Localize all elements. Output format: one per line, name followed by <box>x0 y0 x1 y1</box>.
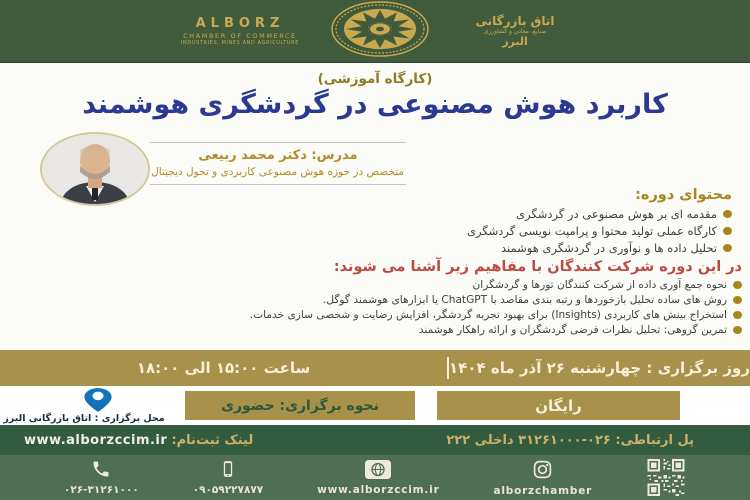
phone-icon <box>90 459 112 483</box>
logo-fa-line2: صنایع، معادن و کشاورزی <box>483 28 547 35</box>
list-item-text: روش های ساده تحلیل بازخوردها و رتبه بندی مقاصد با ChatGPT یا ابزارهای هوشمند گوگل. <box>323 294 727 306</box>
course-content-heading: محتوای دوره: <box>635 187 732 203</box>
contact-phone-label: پل ارتباطی: <box>615 432 694 448</box>
bullet-icon <box>733 326 742 334</box>
list-item <box>250 324 742 336</box>
logo-subtitle: CHAMBER OF COMMERCE <box>183 31 297 40</box>
bullet-icon <box>723 227 732 235</box>
globe-icon <box>365 460 391 483</box>
instructor-photo <box>40 132 150 206</box>
list-item-text: تمرین گروهی: تحلیل نظرات فرضی گردشگران و ارائه راهکار هوشمند <box>418 324 727 336</box>
bullet-icon <box>733 311 742 319</box>
instructor-info <box>150 142 406 185</box>
schedule-bar <box>0 350 750 386</box>
mobile-phone-icon <box>218 459 238 483</box>
divider <box>447 357 449 379</box>
course-content-section <box>467 187 732 258</box>
list-item <box>467 207 732 221</box>
instructor-bio: متخصص در حوزه هوش مصنوعی کاربردی و تحول دیجیتال <box>151 166 404 178</box>
chamber-emblem-icon <box>330 1 430 61</box>
list-item <box>250 309 742 321</box>
list-item-text: استخراج بینش های کاربردی (Insights) برای بهبود تجربه گردشگر، افزایش رضایت و شخصی سازی خدمات. <box>249 309 727 321</box>
footer-mobile-number: ۰۹۰۵۹۲۲۷۸۷۷ <box>192 484 264 496</box>
workshop-kicker: (کارگاه آموزشی) <box>317 71 433 87</box>
poster-title: کاربرد هوش مصنوعی در گردشگری هوشمند <box>82 89 668 120</box>
logo-title: ALBORZ <box>195 15 285 31</box>
contact-phone-value: ۰۲۶-۳۱۲۶۱۰۰۰ داخلی ۲۲۲ <box>446 432 611 448</box>
instructor-name: مدرس: دکتر محمد ربیعی <box>198 148 358 163</box>
list-item <box>467 241 732 255</box>
footer-website <box>317 460 439 496</box>
bullet-icon <box>723 210 732 218</box>
logo-fa-line3: البرز <box>502 35 528 49</box>
registration-label: لینک ثبت‌نام: <box>171 432 254 448</box>
footer-website-url: www.alborzccim.ir <box>317 483 440 496</box>
price-badge: رایگان <box>437 391 680 420</box>
list-item-text: تحلیل داده ها و نوآوری در گردشگری هوشمند <box>501 241 717 255</box>
venue-label: محل برگزاری : اتاق بازرگانی البرز <box>3 413 165 424</box>
contact-phone <box>446 433 694 448</box>
list-item <box>250 279 742 291</box>
list-item-text: مقدمه ای بر هوش مصنوعی در گردشگری <box>516 207 717 221</box>
footer-mobile <box>193 459 264 496</box>
bullet-icon <box>733 281 742 289</box>
alborz-logo-persian <box>450 14 580 49</box>
footer-instagram-handle: alborzchamber <box>493 484 593 497</box>
mode-badge: نحوه برگزاری: حضوری <box>185 391 415 420</box>
event-date: روز برگزاری : چهارشنبه ۲۶ آذر ماه ۱۴۰۴ <box>449 359 750 377</box>
footer <box>0 455 750 500</box>
course-content-list <box>467 207 732 255</box>
logo-subtitle2: INDUSTRIES, MINES AND AGRICULTURE <box>180 40 299 47</box>
concepts-section <box>250 259 742 339</box>
logo-fa-line1: اتاق بازرگانی <box>475 13 555 28</box>
list-item <box>250 294 742 306</box>
list-item <box>467 224 732 238</box>
qr-code <box>646 459 686 496</box>
list-item-text: کارگاه عملی تولید محتوا و پرامپت نویسی گردشگری <box>466 224 717 238</box>
header <box>0 0 750 63</box>
bullet-icon <box>723 244 732 252</box>
concepts-heading: در این دوره شرکت کنندگان با مفاهیم زیر آشنا می شوند: <box>333 259 742 275</box>
registration-link <box>24 433 253 448</box>
alborz-logo-english <box>170 16 310 47</box>
contact-bar <box>0 425 750 455</box>
registration-url: www.alborzccim.ir <box>24 432 168 448</box>
bullet-icon <box>733 296 742 304</box>
event-time: ساعت ۱۵:۰۰ الی ۱۸:۰۰ <box>136 359 311 377</box>
poster-body <box>0 63 750 350</box>
instagram-icon <box>532 459 553 484</box>
concepts-list <box>250 279 742 336</box>
list-item-text: نحوه جمع آوری داده از شرکت کنندگان تورها و گردشگران <box>472 279 727 291</box>
info-row <box>0 386 750 425</box>
footer-instagram <box>493 459 592 497</box>
footer-phone-number: ۰۲۶-۳۱۲۶۱۰۰۰ <box>63 484 139 496</box>
footer-phone <box>64 459 139 496</box>
